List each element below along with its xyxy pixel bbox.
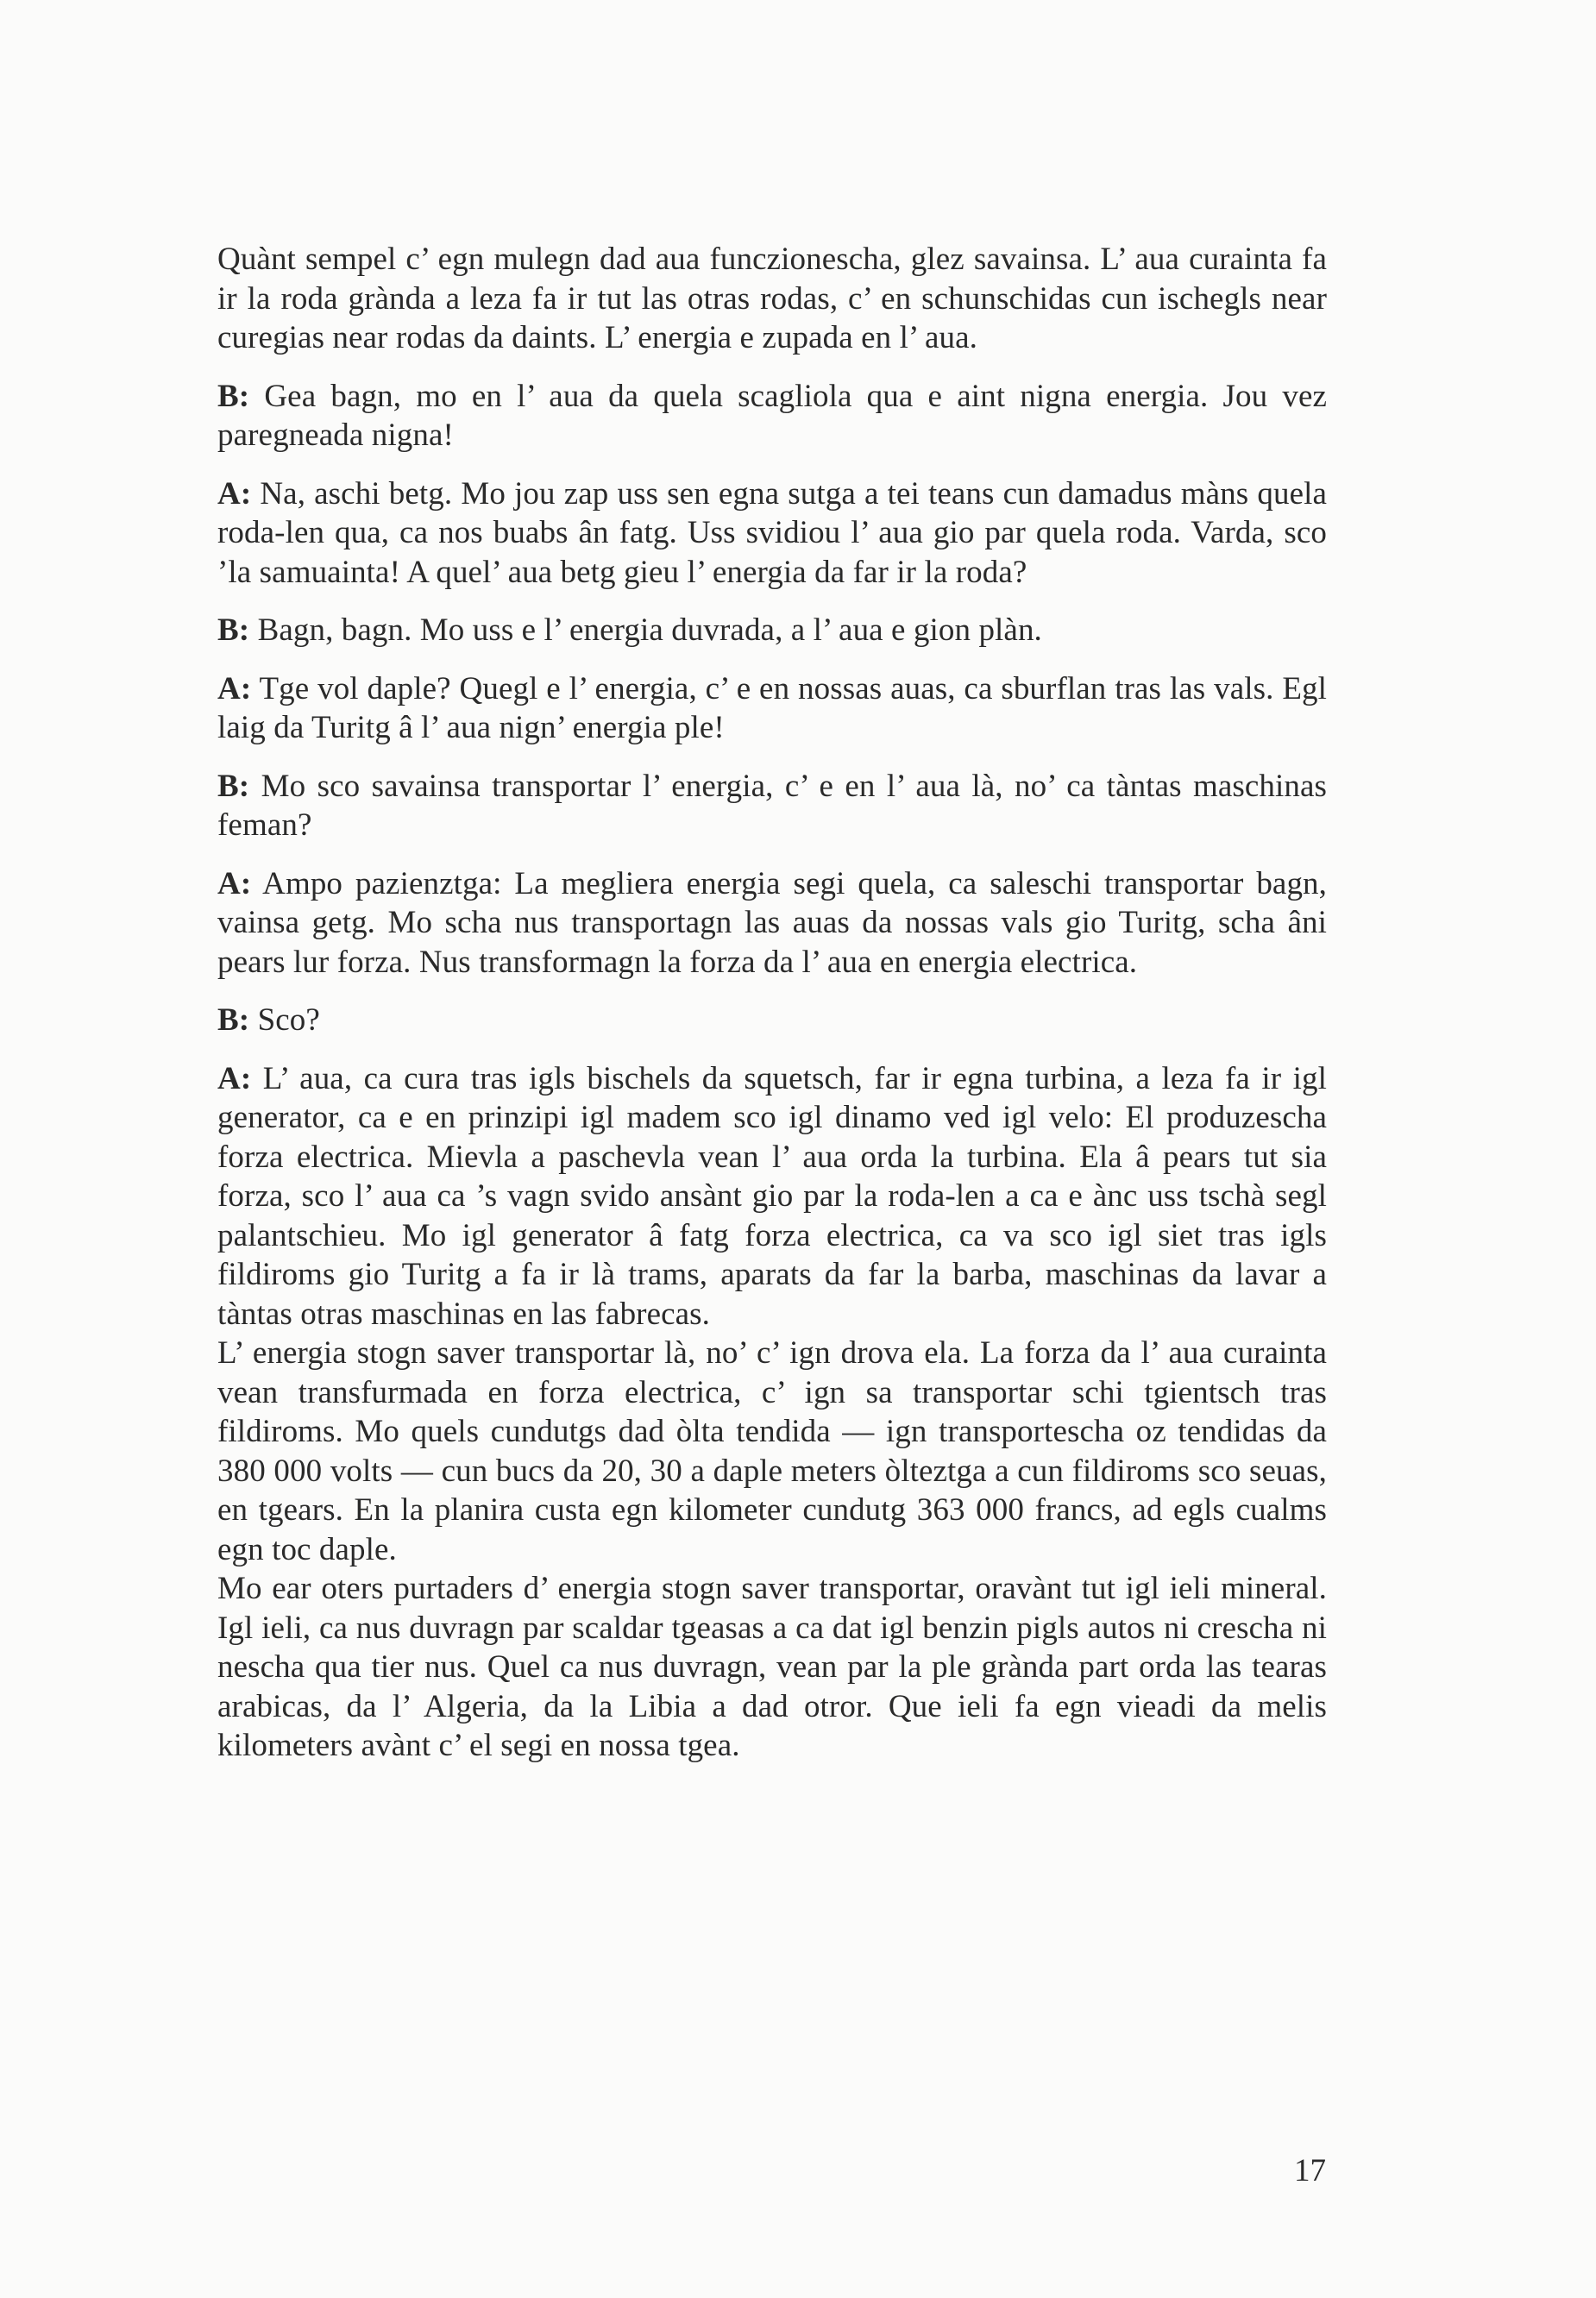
dialogue-text: Na, aschi betg. Mo jou zap uss sen egna sutga a tei teans cun damadus màns quela roda-len qua, ca nos buabs ân fatg. Uss svidiou l’ aua gio par quela roda. Varda, sco ’la samuainta! A quel’ aua betg gieu l’ energia da far ir la roda? bbox=[217, 475, 1327, 590]
speaker-label: A: bbox=[217, 1060, 252, 1096]
dialogue-text: Tge vol daple? Quegl e l’ energia, c’ e en nossas auas, ca sburflan tras las vals. Egl laig da Turitg â l’ aua nign’ energia ple! bbox=[217, 670, 1327, 745]
paragraph-text: Mo ear oters purtaders d’ energia stogn saver transportar, oravànt tut igl ieli mineral. Igl ieli, ca nus duvragn par scaldar tgeasas a ca dat igl benzin pigls autos ni crescha ni nescha qua tier nus. Quel ca nus duvragn, vean par la ple grànda part orda las tearas arabicas, da l’ Algeria, da la Libia a dad otror. Que ieli fa egn vieadi da melis kilometers avànt c’ el segi en nossa tgea. bbox=[217, 1571, 1327, 1763]
paragraph-text: L’ energia stogn saver transportar là, no’ c’ ign drova ela. La forza da l’ aua curainta vean transfurmada en forza electrica, c’ ign sa transportar schi tgientsch tras fildiroms. Mo quels cundutgs dad òlta tendida — ign transportescha oz tendidas da 380 000 volts — cun bucs da 20, 30 a daple meters òlteztga a cun fildiroms sco seuas, en tgears. En la planira custa egn kilometer cundutg 363 000 francs, ad egls cualms egn toc daple. bbox=[217, 1335, 1327, 1567]
dialogue-text: Gea bagn, mo en l’ aua da quela scagliola qua e aint nigna energia. Jou vez paregneada nigna! bbox=[217, 378, 1327, 453]
speaker-label: A: bbox=[217, 865, 252, 901]
dialogue-line bbox=[217, 1001, 1327, 1040]
paragraph bbox=[217, 1569, 1327, 1766]
speaker-label: B: bbox=[217, 378, 250, 414]
dialogue-line bbox=[217, 474, 1327, 593]
speaker-label: B: bbox=[217, 768, 250, 804]
dialogue-line bbox=[217, 1059, 1327, 1334]
dialogue-line bbox=[217, 767, 1327, 845]
dialogue-text: L’ aua, ca cura tras igls bischels da squetsch, far ir egna turbina, a leza fa ir igl generator, ca e en prinzipi igl madem sco igl dinamo ved igl velo: El produzescha forza electrica. Mievla a paschevla vean l’ aua orda la turbina. Ela â pears tut sia forza, sco l’ aua ca ’s vagn svido ansànt gio par la roda-len a ca e ànc uss tschà segl palantschieu. Mo igl generator â fatg forza electrica, ca va sco igl siet tras igls fildiroms gio Turitg a fa ir là trams, aparats da far la barba, maschinas da lavar a tàntas otras maschinas en las fabrecas. bbox=[217, 1060, 1328, 1332]
paragraph bbox=[217, 240, 1327, 358]
paragraph-text: Quànt sempel c’ egn mulegn dad aua funczionescha, glez savainsa. L’ aua curainta fa ir la roda grànda a leza fa ir tut las otras rodas, c’ en schunschidas cun ischegls near curegias near rodas da daints. L’ energia e zupada en l’ aua. bbox=[217, 242, 1327, 355]
body-text bbox=[217, 240, 1327, 1766]
page-number: 17 bbox=[1294, 2153, 1326, 2188]
paragraph bbox=[217, 1334, 1327, 1569]
dialogue-line bbox=[217, 864, 1327, 983]
dialogue-text: Sco? bbox=[257, 1002, 320, 1038]
dialogue-text: Ampo pazienztga: La megliera energia segi quela, ca saleschi transportar bagn, vainsa getg. Mo scha nus transportagn las auas da nossas vals gio Turitg, scha âni pears lur forza. Nus transformagn la forza da l’ aua en energia electrica. bbox=[217, 865, 1327, 980]
dialogue-line bbox=[217, 669, 1327, 748]
dialogue-text: Mo sco savainsa transportar l’ energia, c’ e en l’ aua là, no’ ca tàntas maschinas feman? bbox=[217, 768, 1327, 843]
speaker-label: A: bbox=[217, 475, 252, 512]
speaker-label: B: bbox=[217, 612, 250, 648]
dialogue-text: Bagn, bagn. Mo uss e l’ energia duvrada, a l’ aua e gion plàn. bbox=[257, 612, 1042, 648]
dialogue-line bbox=[217, 377, 1327, 455]
dialogue-line bbox=[217, 611, 1327, 650]
speaker-label: B: bbox=[217, 1002, 250, 1038]
speaker-label: A: bbox=[217, 670, 252, 706]
